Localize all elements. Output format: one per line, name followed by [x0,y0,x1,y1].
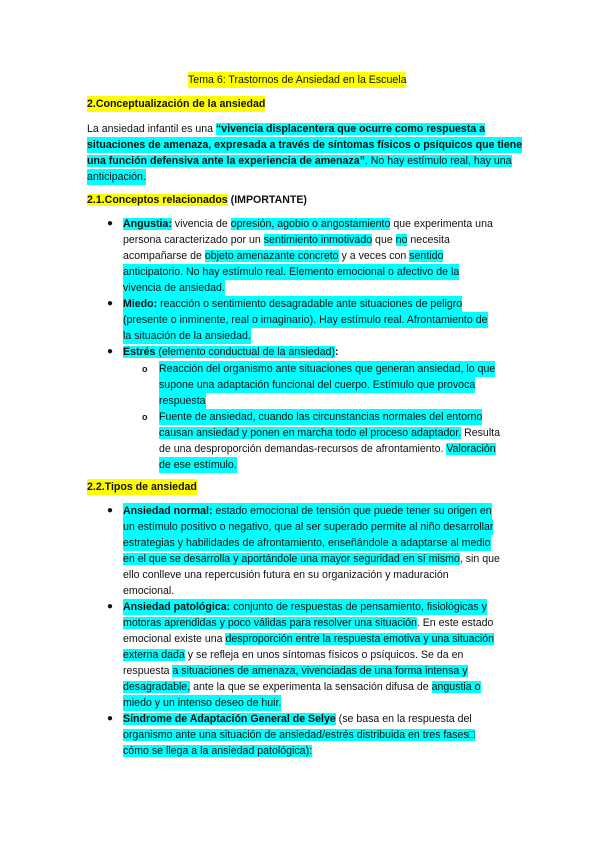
estres-line-1: Estrés (elemento conductual de la ansiedad): [123,346,339,358]
normal-line-1: Ansiedad normal: estado emocional de tensión que puede tener su origen en [123,505,492,517]
angustia-line-3: acompañarse de objeto amenazante concreto y a veces con sentido [123,250,444,262]
patologica-line-6: desagradable, ante la que se experimenta la sensación difusa de angustia o [123,681,481,693]
bullet-icon: ● [107,298,114,309]
normal-line-3: estrategias y habilidades de afrontamiento, enseñándole a adaptarse al medio [123,537,491,549]
patologica-line-1: Ansiedad patológica: conjunto de respuestas de pensamiento, fisiológicas y [123,601,487,613]
normal-line-2: un estímulo positivo o negativo, que al ser superado permite al niño desarrollar [123,521,494,533]
bullet-icon: ● [107,218,114,229]
miedo-line-3: la situación de la ansiedad. [123,330,251,342]
sub-bullet-icon: o [142,364,148,374]
estres-sub1-line-1: Reacción del organismo ante situaciones que generan ansiedad, lo que [159,363,496,375]
bullet-icon: ● [107,713,114,724]
intro-line-2: situaciones de amenaza, expresada a través de síntomas físicos o psíquicos que tiene [87,139,523,151]
bullet-icon: ● [107,505,114,516]
estres-sub2-line-3: de una desproporción demandas-recursos de afrontamiento. Valoración [159,443,496,455]
patologica-line-2: motoras aprendidas y poco válidas para resolver una situación. En este estado [123,617,494,629]
normal-line-5: ello conlleve una repercusión futura en su organización y maduración [123,569,449,581]
intro-line-1: La ansiedad infantil es una “vivencia displacentera que ocurre como respuesta a [87,123,486,135]
angustia-line-2: persona caracterizado por un sentimiento inmotivado que no necesita [123,234,450,246]
bullet-icon: ● [107,346,114,357]
estres-sub2-line-4: de ese estímulo. [159,459,237,471]
selye-line-1: Síndrome de Adaptación General de Selye (se basa en la respuesta del [123,713,472,725]
miedo-line-1: Miedo: reacción o sentimiento desagradable ante situaciones de peligro [123,298,463,310]
angustia-line-1: Angustia: vivencia de opresión, agobio o angostamiento que experimenta una [123,218,493,230]
estres-sub1-line-3: respuesta [159,395,206,407]
miedo-line-2: (presente o inminente, real o imaginario). Hay estímulo real. Afrontamiento de [123,314,488,326]
patologica-line-3: emocional existe una desproporción entre la respuesta emotiva y una situación [123,633,495,645]
patologica-line-4: externa dada y se refleja en unos síntomas físicos o psíquicos. Se da en [123,649,464,661]
intro-line-3: una función defensiva ante la experiencia de amenaza”. No hay estímulo real, hay una [87,155,512,167]
normal-line-4: en el que se desarrolla y aportándole una mayor seguridad en sí mismo, sin que [123,553,500,565]
estres-sub1-line-2: supone una adaptación funcional del cuerpo. Estímulo que provoca [159,379,476,391]
patologica-line-7: miedo y un intenso deseo de huir. [123,697,282,709]
patologica-line-5: respuesta a situaciones de amenaza, vivenciadas de una forma intensa y [123,665,468,677]
section-heading-2-2: 2.2.Tipos de ansiedad [87,481,197,493]
selye-line-3: cómo se llega a la ansiedad patológica): [123,745,313,757]
angustia-line-5: vivencia de ansiedad. [123,282,225,294]
normal-line-6: emocional. [123,585,175,597]
estres-sub2-line-2: causan ansiedad y ponen en marcha todo el proceso adaptador. Resulta [159,427,501,439]
bullet-icon: ● [107,601,114,612]
angustia-line-4: anticipatorio. No hay estímulo real. Elemento emocional o afectivo de la [123,266,460,278]
section-heading-2-1: 2.1.Conceptos relacionados (IMPORTANTE) [87,194,307,206]
sub-bullet-icon: o [142,412,148,422]
page-title: Tema 6: Trastornos de Ansiedad en la Escuela [188,74,407,86]
estres-sub2-line-1: Fuente de ansiedad, cuando las circunstancias normales del entorno [159,411,483,423]
selye-line-2: organismo ante una situación de ansiedad/estrés distribuida en tres fases□ [123,729,476,741]
intro-line-4: anticipación. [87,171,146,183]
section-heading-2: 2.Conceptualización de la ansiedad [87,98,266,110]
